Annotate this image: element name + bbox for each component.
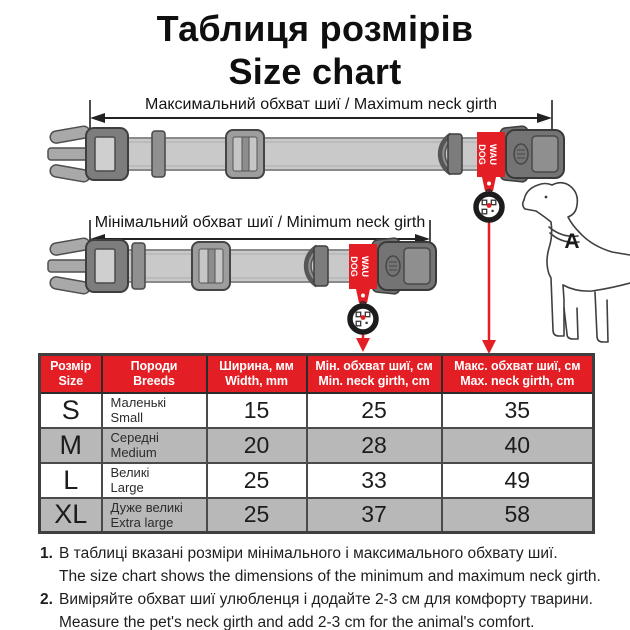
buckle-female-icon <box>499 126 564 183</box>
brand-word-2: DOG <box>349 256 359 277</box>
page-title-en: Size chart <box>228 51 402 92</box>
d-ring-icon <box>308 246 328 286</box>
min-girth-label: Мінімальний обхват шиї / Minimum neck girth <box>94 214 426 231</box>
cell-size: XL <box>40 498 102 533</box>
d-ring-icon <box>442 134 462 174</box>
cell-breed: Великі Large <box>102 463 207 498</box>
size-table <box>38 353 595 534</box>
brand-label-min <box>349 244 377 289</box>
page-title-uk: Таблиця розмірів <box>156 8 474 49</box>
cell-max-girth: 58 <box>442 498 594 533</box>
cell-max-girth: 35 <box>442 393 594 428</box>
table-row-xl <box>40 498 594 533</box>
collar-max-slider <box>226 130 264 178</box>
brand-label-max <box>477 132 505 177</box>
cell-max-girth: 40 <box>442 428 594 463</box>
buckle-male-icon <box>48 125 128 182</box>
note-1-uk: 1. В таблиці вказані розміри мінімального і максимального обхвату шиї. <box>40 545 558 562</box>
qr-tag-icon <box>476 194 502 220</box>
qr-tag-icon <box>350 306 376 332</box>
cell-size: L <box>40 463 102 498</box>
footer-notes <box>40 542 605 630</box>
cell-breed: Маленькі Small <box>102 393 207 428</box>
collar-max-strap <box>112 138 532 170</box>
dog-neck-marker: A <box>564 230 580 253</box>
cell-breed: Середні Medium <box>102 428 207 463</box>
cell-min-girth: 25 <box>307 393 442 428</box>
table-header-row <box>40 355 594 393</box>
brand-word-2: DOG <box>477 144 487 165</box>
header-cell-max-girth: Макс. обхват шиї, см Max. neck girth, cm <box>442 355 594 393</box>
table-row-m <box>40 428 594 463</box>
note-2-en: Measure the pet's neck girth and add 2-3 cm for the animal's comfort. <box>59 614 535 630</box>
collar-min-keeper <box>132 243 145 289</box>
cell-min-girth: 37 <box>307 498 442 533</box>
cell-max-girth: 49 <box>442 463 594 498</box>
collar-max-keeper <box>152 131 165 177</box>
header-cell-min-girth: Мін. обхват шиї, см Min. neck girth, cm <box>307 355 442 393</box>
collar-min <box>48 237 436 352</box>
dog-illustration <box>523 183 630 342</box>
header-cell-size: Розмір Size <box>40 355 102 393</box>
table-row-l <box>40 463 594 498</box>
table-row-s <box>40 393 594 428</box>
cell-breed: Дуже великі Extra large <box>102 498 207 533</box>
collar-min-slider <box>192 242 230 290</box>
cell-width: 25 <box>207 498 307 533</box>
max-girth-label: Максимальний обхват шиї / Maximum neck girth <box>144 96 498 113</box>
cell-size: S <box>40 393 102 428</box>
cell-width: 15 <box>207 393 307 428</box>
brand-word-1: WAU <box>488 144 498 165</box>
brand-word-1: WAU <box>360 256 370 277</box>
cell-width: 25 <box>207 463 307 498</box>
cell-width: 20 <box>207 428 307 463</box>
header-cell-width: Ширина, мм Width, mm <box>207 355 307 393</box>
header-cell-breeds: Породи Breeds <box>102 355 207 393</box>
note-2-uk: 2. Виміряйте обхват шиї улюбленця і додайте 2-3 см для комфорту тварини. <box>40 591 593 608</box>
cell-min-girth: 28 <box>307 428 442 463</box>
cell-min-girth: 33 <box>307 463 442 498</box>
cell-size: M <box>40 428 102 463</box>
buckle-female-icon <box>371 238 436 295</box>
buckle-male-icon <box>48 237 128 294</box>
note-1-en: The size chart shows the dimensions of the minimum and maximum neck girth. <box>59 568 601 585</box>
